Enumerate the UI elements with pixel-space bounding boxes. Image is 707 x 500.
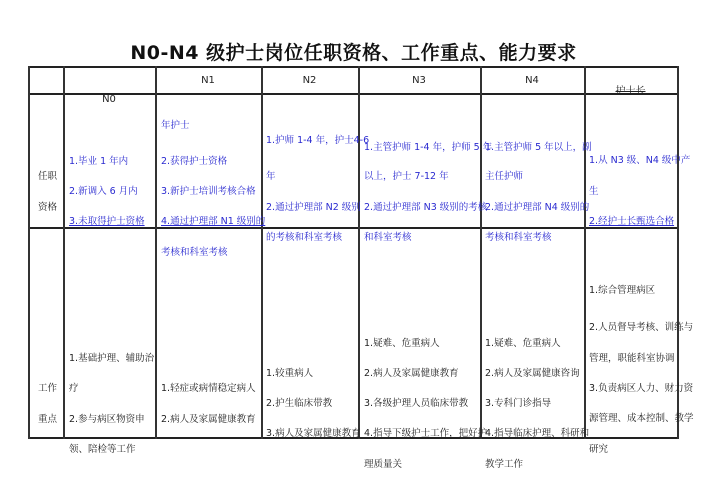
qual-n4-3: 2.通过护理部 N4 级别的 bbox=[485, 202, 590, 213]
col-border-1 bbox=[63, 66, 65, 439]
qual-n4-1: 1.主管护师 5 年以上，副 bbox=[485, 142, 592, 153]
work-n4-2: 2.病人及家属健康咨询 bbox=[485, 368, 580, 379]
qual-n1-4: 4.通过护理部 N1 级别的 bbox=[161, 216, 266, 227]
row-label-qualification-1: 任职 bbox=[38, 171, 58, 182]
table-top-border bbox=[28, 66, 679, 68]
qual-n1-1: 年护士 bbox=[161, 120, 190, 131]
work-n0-2: 疗 bbox=[69, 383, 79, 394]
work-hn-2: 2.人员督导考核、训练与 bbox=[589, 322, 694, 333]
qual-hn-1: 1.从 N3 级、N4 级中产 bbox=[589, 155, 691, 166]
qual-n1-3: 3.新护士培训考核合格 bbox=[161, 186, 256, 197]
qual-hn-2: 生 bbox=[589, 186, 599, 197]
qual-n3-2: 以上，护士 7-12 年 bbox=[364, 171, 449, 182]
work-hn-4: 3.负责病区人力、财力资 bbox=[589, 383, 694, 394]
work-n4-1: 1.疑难、危重病人 bbox=[485, 338, 561, 349]
work-n4-4: 4.指导临床护理、科研和 bbox=[485, 428, 590, 439]
header-n2: N2 bbox=[302, 75, 317, 86]
qual-n0-1: 1.毕业 1 年内 bbox=[69, 156, 129, 167]
col-border-4 bbox=[358, 66, 360, 439]
work-n1-2: 2.病人及家属健康教育 bbox=[161, 414, 256, 425]
work-n4-3: 3.专科门诊指导 bbox=[485, 398, 552, 409]
work-n3-1: 1.疑难、危重病人 bbox=[364, 338, 440, 349]
qual-n4-4: 考核和科室考核 bbox=[485, 232, 552, 243]
qual-n3-4: 和科室考核 bbox=[364, 232, 412, 243]
qual-hn-3: 2.经护士长甄选合格 bbox=[589, 216, 675, 227]
row-label-work-focus-1: 工作 bbox=[38, 383, 58, 394]
work-n3-4: 4.指导下级护士工作，把好护 bbox=[364, 428, 488, 439]
work-n0-4: 领、陪检等工作 bbox=[69, 444, 136, 455]
work-n1-1: 1.轻症或病情稳定病人 bbox=[161, 383, 256, 394]
work-n3-5: 理质量关 bbox=[364, 459, 403, 470]
work-hn-6: 研究 bbox=[589, 444, 609, 455]
work-n2-2: 2.护生临床带教 bbox=[266, 398, 333, 409]
row-label-work-focus-2: 重点 bbox=[38, 414, 58, 425]
work-hn-5: 源管理、成本控制、教学 bbox=[589, 413, 694, 424]
col-border-0 bbox=[28, 66, 30, 439]
col-border-3 bbox=[261, 66, 263, 439]
work-hn-3: 管理，职能科室协调 bbox=[589, 353, 675, 364]
qual-n3-1: 1.主管护师 1-4 年，护师 5 年 bbox=[364, 142, 493, 153]
work-hn-1: 1.综合管理病区 bbox=[589, 285, 656, 296]
page-title: N0-N4 级护士岗位任职资格、工作重点、能力要求 bbox=[130, 42, 577, 64]
work-n0-1: 1.基础护理、辅助治 bbox=[69, 353, 155, 364]
qual-n3-3: 2.通过护理部 N3 级别的考核 bbox=[364, 202, 488, 213]
work-n2-1: 1.较重病人 bbox=[266, 368, 314, 379]
qual-n2-2: 年 bbox=[266, 171, 276, 182]
qual-n1-2: 2.获得护士资格 bbox=[161, 156, 228, 167]
row-label-qualification-2: 资格 bbox=[38, 202, 58, 213]
header-head-nurse: 护士长 bbox=[615, 86, 646, 97]
qual-n1-5: 考核和科室考核 bbox=[161, 247, 228, 258]
col-border-2 bbox=[155, 66, 157, 439]
qual-n4-2: 主任护师 bbox=[485, 171, 524, 182]
work-n4-5: 教学工作 bbox=[485, 459, 524, 470]
qual-n2-3: 2.通过护理部 N2 级别 bbox=[266, 202, 361, 213]
work-n3-2: 2.病人及家属健康教育 bbox=[364, 368, 459, 379]
header-n3: N3 bbox=[412, 75, 426, 86]
qual-n0-3: 3.未取得护士资格 bbox=[69, 216, 145, 227]
header-n0: N0 bbox=[102, 94, 116, 105]
qual-n2-4: 的考核和科室考核 bbox=[266, 232, 343, 243]
col-border-6 bbox=[584, 66, 586, 439]
header-n4: N4 bbox=[525, 75, 539, 86]
qual-n2-1: 1.护师 1-4 年，护士4-6 bbox=[266, 135, 370, 146]
work-n2-3: 3.病人及家属健康教育 bbox=[266, 428, 361, 439]
header-n1: N1 bbox=[201, 75, 215, 86]
work-n0-3: 2.参与病区物资申 bbox=[69, 414, 145, 425]
col-border-5 bbox=[480, 66, 482, 439]
qual-n0-2: 2.新调入 6 月内 bbox=[69, 186, 138, 197]
work-n3-3: 3.各级护理人员临床带教 bbox=[364, 398, 469, 409]
